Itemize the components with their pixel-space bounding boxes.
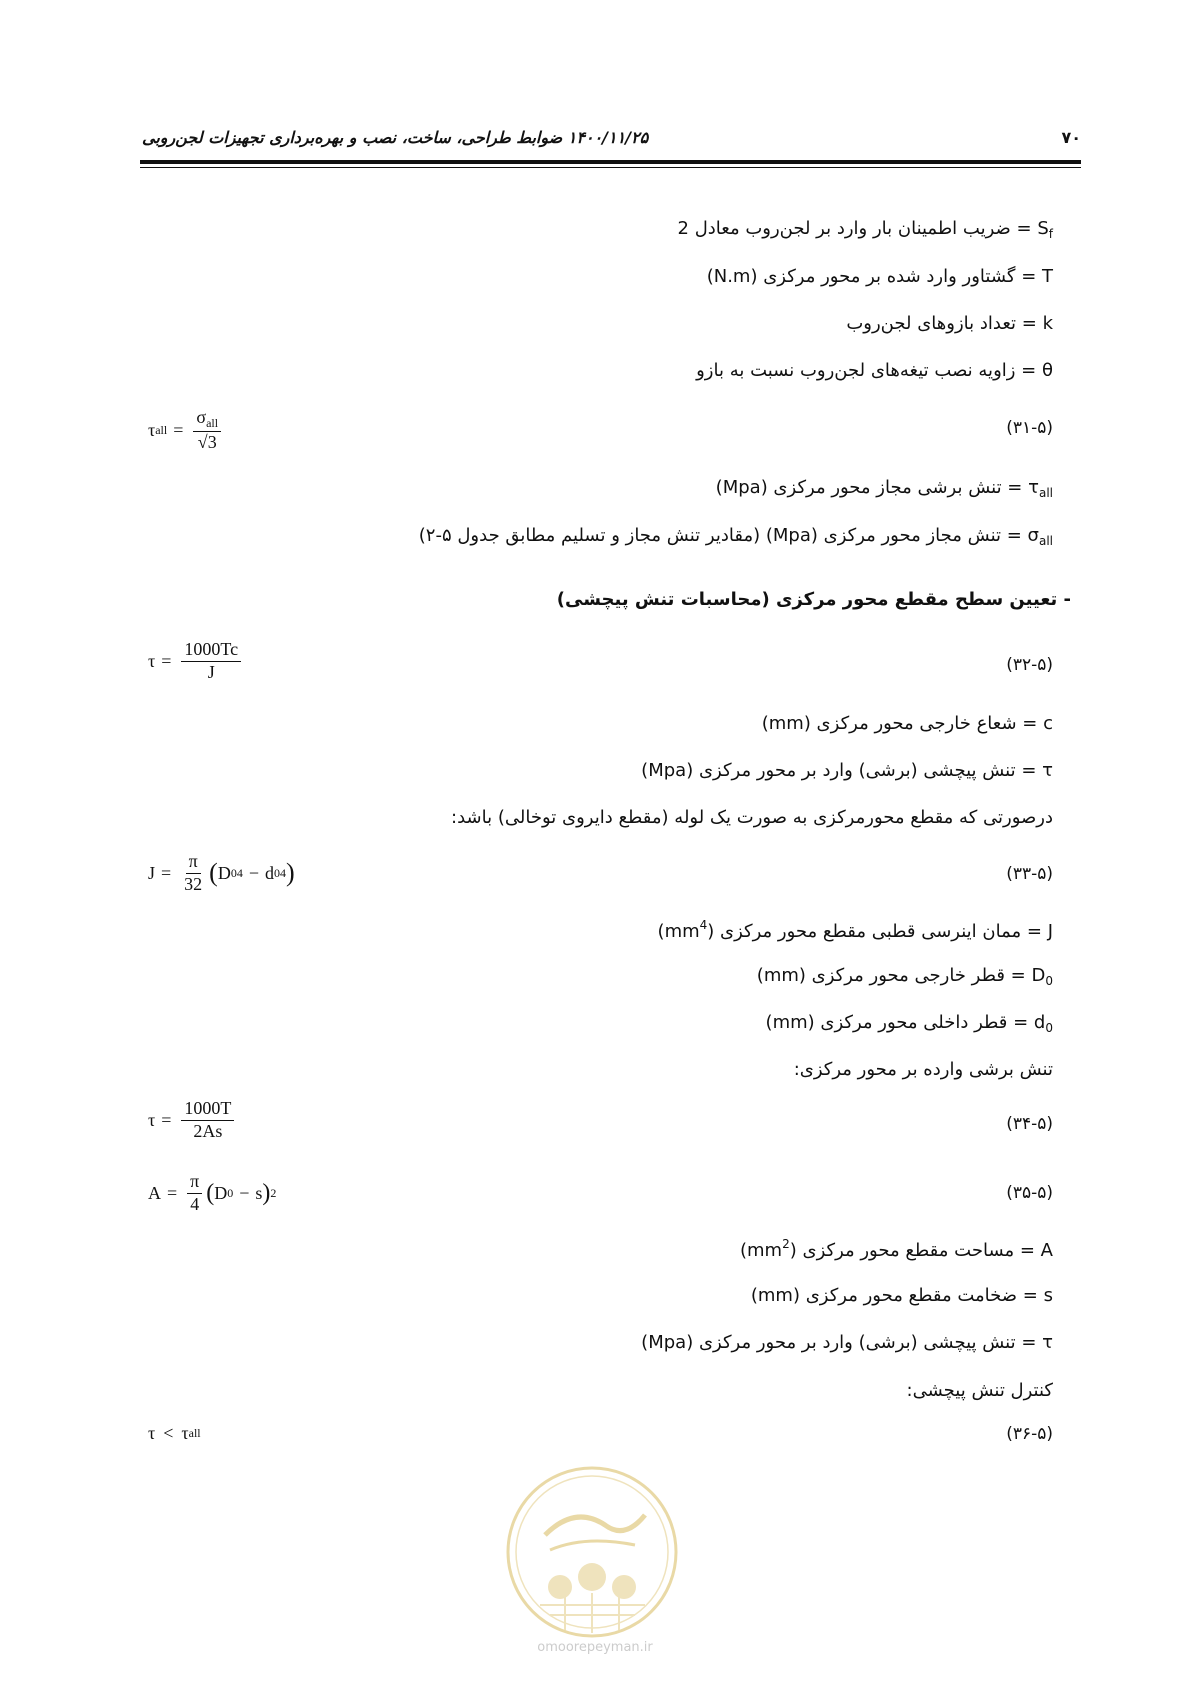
def-d0-inner: $d_0$ = قطر داخلی محور مرکزی (mm) bbox=[765, 1012, 1053, 1035]
watermark-url: omoorepeyman.ir bbox=[537, 1640, 653, 1655]
formula-32: τ = $\frac{1000Tc}{J}$ bbox=[148, 640, 245, 683]
formula-36: τ < τ all bbox=[148, 1423, 201, 1443]
def-sigma-all: $\sigma_{all}$ = تنش مجاز محور مرکزی (Mpa) (مقادیر تنش مجاز و تسلیم مطابق جدول ۵-۲) bbox=[418, 525, 1053, 548]
header-rule-thin bbox=[140, 167, 1081, 168]
eq-number-33: (۳۳-۵) bbox=[1006, 864, 1053, 884]
def-d0-outer: $D_0$ = قطر خارجی محور مرکزی (mm) bbox=[756, 965, 1053, 988]
formula-31: τ all = $\frac{\sigma_{all}}{√3}$ bbox=[148, 408, 225, 453]
page-number: ۷۰ bbox=[1061, 128, 1081, 147]
def-j: J = ممان اینرسی قطبی مقطع محور مرکزی $(mm^4)$ bbox=[657, 918, 1053, 942]
def-k: k = تعداد بازوهای لجن‌روب bbox=[846, 313, 1053, 334]
section-heading: - تعیین سطح مقطع محور مرکزی (محاسبات تنش پیچشی) bbox=[556, 589, 1071, 610]
text-torsion-check: کنترل تنش پیچشی: bbox=[906, 1380, 1053, 1401]
eq-number-31: (۳۱-۵) bbox=[1006, 418, 1053, 438]
eq-number-35: (۳۵-۵) bbox=[1006, 1183, 1053, 1203]
formula-34: τ = $\frac{1000T}{2As}$ bbox=[148, 1099, 238, 1142]
eq-number-32: (۳۲-۵) bbox=[1006, 655, 1053, 675]
def-c: c = شعاع خارجی محور مرکزی (mm) bbox=[761, 713, 1053, 734]
def-a: A = مساحت مقطع محور مرکزی $(mm^2)$ bbox=[739, 1237, 1053, 1261]
text-hollow-section: درصورتی که مقطع محورمرکزی به صورت یک لوله (مقطع دایروی توخالی) باشد: bbox=[451, 807, 1053, 828]
def-sf: $S_f$ = ضریب اطمینان بار وارد بر لجن‌روب معادل 2 bbox=[677, 218, 1053, 241]
def-theta: θ = زاویه نصب تیغه‌های لجن‌روب نسبت به بازو bbox=[696, 360, 1053, 381]
text-shear-stress: تنش برشی وارده بر محور مرکزی: bbox=[793, 1059, 1053, 1080]
def-tau-2: τ = تنش پیچشی (برشی) وارد بر محور مرکزی (Mpa) bbox=[641, 1332, 1053, 1353]
header-rule-thick bbox=[140, 160, 1081, 164]
eq-number-34: (۳۴-۵) bbox=[1006, 1114, 1053, 1134]
def-t: T = گشتاور وارد شده بر محور مرکزی (N.m) bbox=[706, 266, 1053, 287]
running-header-title: ۱۴۰۰/۱۱/۲۵ ضوابط طراحی، ساخت، نصب و بهره‌برداری تجهیزات لجن‌روبی bbox=[142, 128, 649, 147]
def-tau: τ = تنش پیچشی (برشی) وارد بر محور مرکزی (Mpa) bbox=[641, 760, 1053, 781]
def-s: s = ضخامت مقطع محور مرکزی (mm) bbox=[750, 1285, 1053, 1306]
eq-number-36: (۳۶-۵) bbox=[1006, 1424, 1053, 1444]
formula-33: J = $\frac{\pi}{32}$ ( D 0 4 − d 0 4 ) bbox=[148, 851, 295, 894]
seal-logo-icon bbox=[505, 1465, 680, 1640]
formula-35: A = $\frac{\pi}{4}$ ( D 0 − s ) 2 bbox=[148, 1171, 277, 1214]
def-tau-all: $\tau_{all}$ = تنش برشی مجاز محور مرکزی (Mpa) bbox=[715, 477, 1053, 500]
